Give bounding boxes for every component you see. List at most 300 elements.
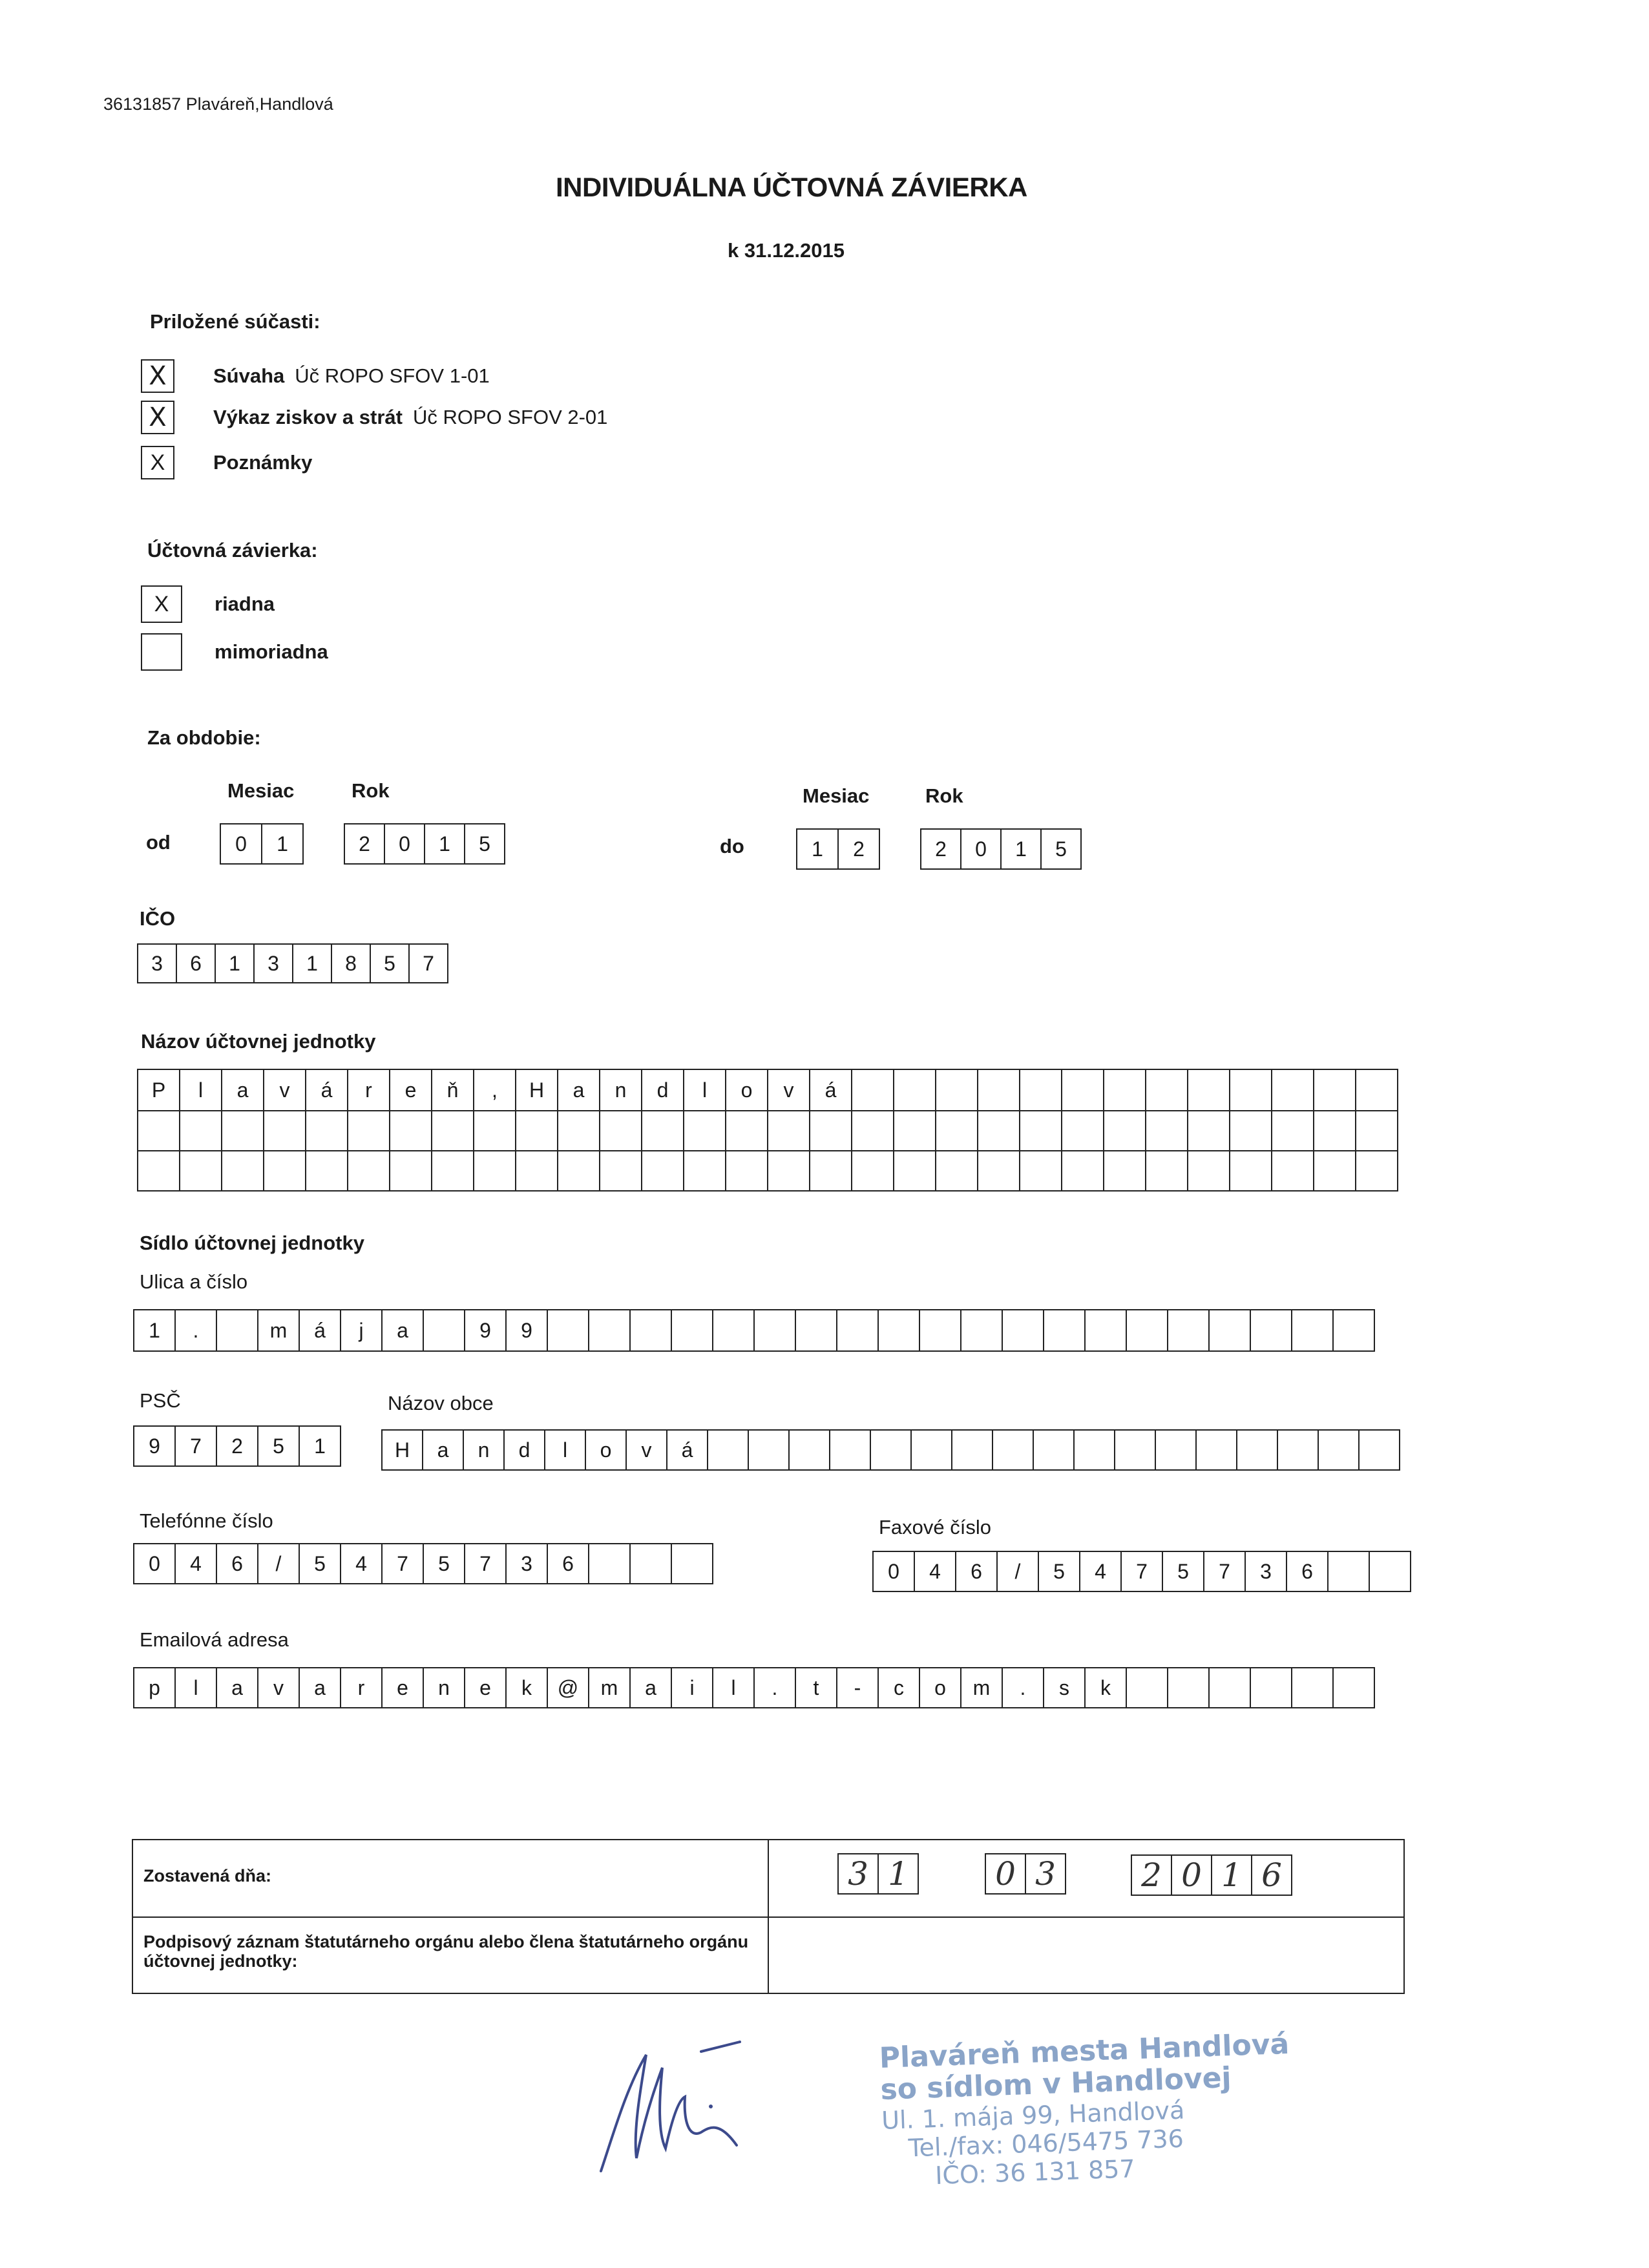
street-char (795, 1309, 837, 1352)
name-char (935, 1110, 978, 1151)
city-char (707, 1429, 749, 1471)
name-char (347, 1110, 390, 1151)
name-char: H (515, 1069, 558, 1111)
fax-char: 0 (872, 1551, 915, 1592)
name-char (473, 1110, 516, 1151)
street-char (671, 1309, 713, 1352)
prepared-year[interactable] (1131, 1854, 1292, 1896)
name-char (1187, 1110, 1230, 1151)
closing-riadna (141, 585, 275, 623)
fax-char: 6 (1286, 1551, 1329, 1592)
closing-option-label: riadna (215, 593, 275, 615)
name-char (851, 1069, 894, 1111)
email-char: v (257, 1667, 300, 1708)
name-char (557, 1150, 600, 1192)
street-char (588, 1309, 631, 1352)
name-char (1271, 1110, 1314, 1151)
email-char: l (174, 1667, 217, 1708)
from-label: od (146, 831, 171, 854)
checkbox-riadna[interactable]: X (141, 585, 182, 623)
name-row (137, 1110, 1398, 1151)
stamp-line: Ul. 1. mája 99, Handlová (881, 2095, 1185, 2135)
email-field[interactable] (133, 1667, 1375, 1708)
phone-char: 7 (381, 1543, 424, 1584)
street-char (960, 1309, 1003, 1352)
prepared-month-digit: 0 (985, 1853, 1026, 1895)
stamp-line: IČO: 36 131 857 (934, 2154, 1136, 2190)
to-year-digit: 0 (960, 828, 1002, 870)
email-char (1208, 1667, 1251, 1708)
fax-char: 5 (1038, 1551, 1080, 1592)
email-char: n (423, 1667, 465, 1708)
street-char (753, 1309, 796, 1352)
fax-char: 4 (914, 1551, 956, 1592)
prepared-day-digit: 1 (877, 1853, 919, 1895)
name-char (641, 1110, 684, 1151)
name-char (725, 1110, 768, 1151)
signature-table (132, 1839, 1405, 1994)
city-char (1358, 1429, 1400, 1471)
phone-char (629, 1543, 672, 1584)
email-char: k (505, 1667, 548, 1708)
name-char (179, 1110, 222, 1151)
period-label: Za obdobie: (147, 726, 261, 749)
ico-char: 3 (253, 943, 293, 983)
from-year-digit: 1 (424, 823, 465, 865)
closing-option-label: mimoriadna (215, 640, 328, 663)
closing-mimoriadna (141, 633, 328, 671)
street-char (877, 1309, 920, 1352)
email-char: s (1043, 1667, 1086, 1708)
email-char (1126, 1667, 1168, 1708)
city-char (1318, 1429, 1360, 1471)
street-char (1084, 1309, 1127, 1352)
prepared-year-digit: 0 (1171, 1854, 1212, 1896)
street-char (1208, 1309, 1251, 1352)
from-year-label: Rok (352, 779, 390, 802)
seat-label: Sídlo účtovnej jednotky (140, 1232, 364, 1254)
city-char (910, 1429, 952, 1471)
name-char (893, 1150, 936, 1192)
name-char (1145, 1110, 1188, 1151)
signature-scribble (582, 2035, 775, 2178)
prepared-year-digit: 2 (1131, 1854, 1172, 1896)
name-char: á (305, 1069, 348, 1111)
to-month-digit: 1 (796, 828, 839, 870)
to-month-label: Mesiac (803, 784, 870, 807)
city-char (1155, 1429, 1197, 1471)
to-year-digit: 1 (1000, 828, 1042, 870)
fax-char: 7 (1120, 1551, 1163, 1592)
city-char (1073, 1429, 1115, 1471)
phone-char (588, 1543, 631, 1584)
signature-label: Podpisový záznam štatutárneho orgánu alebo člena štatutárneho orgánu účtovnej jednotky: (143, 1932, 749, 1971)
name-char (1355, 1110, 1398, 1151)
fax-char: 4 (1079, 1551, 1122, 1592)
name-char: a (557, 1069, 600, 1111)
email-char: @ (547, 1667, 589, 1708)
city-char (870, 1429, 912, 1471)
ico-char: 8 (331, 943, 371, 983)
checkbox-mimoriadna[interactable] (141, 633, 182, 671)
ico-char: 1 (215, 943, 255, 983)
email-char: i (671, 1667, 713, 1708)
name-char: á (809, 1069, 852, 1111)
name-char (1271, 1069, 1314, 1111)
name-char (683, 1110, 726, 1151)
checkbox-vykaz[interactable]: X (141, 401, 174, 434)
attached-label: Priložené súčasti: (150, 310, 320, 333)
psc-char: 1 (299, 1425, 341, 1467)
name-row (137, 1069, 1398, 1111)
name-char (1103, 1069, 1146, 1111)
name-char (1229, 1150, 1272, 1192)
ico-field[interactable] (137, 943, 448, 983)
name-char: d (641, 1069, 684, 1111)
name-char (1313, 1069, 1356, 1111)
fax-char (1327, 1551, 1370, 1592)
street-char (919, 1309, 961, 1352)
street-char: á (299, 1309, 341, 1352)
ico-char: 1 (292, 943, 332, 983)
name-char (893, 1110, 936, 1151)
fax-char: / (996, 1551, 1039, 1592)
checkbox-suvaha[interactable]: X (141, 359, 174, 393)
street-char (1043, 1309, 1086, 1352)
street-char: 9 (464, 1309, 507, 1352)
name-char (1355, 1069, 1398, 1111)
email-char (1291, 1667, 1334, 1708)
street-char (629, 1309, 672, 1352)
name-char: v (263, 1069, 306, 1111)
name-char (389, 1110, 432, 1151)
name-char (1061, 1110, 1104, 1151)
ico-char: 3 (137, 943, 177, 983)
name-char: P (137, 1069, 180, 1111)
phone-char: 4 (340, 1543, 383, 1584)
street-char: . (174, 1309, 217, 1352)
email-char (1167, 1667, 1210, 1708)
name-char (263, 1150, 306, 1192)
name-char (935, 1150, 978, 1192)
email-char: e (381, 1667, 424, 1708)
name-char (1061, 1150, 1104, 1192)
to-year-field[interactable] (920, 828, 1082, 870)
prepared-month-digit: 3 (1025, 1853, 1066, 1895)
to-year-label: Rok (925, 784, 963, 807)
name-char (809, 1150, 852, 1192)
attachment-poznamky (141, 446, 312, 479)
name-char (1187, 1069, 1230, 1111)
name-char (431, 1150, 474, 1192)
name-char (683, 1150, 726, 1192)
to-year-digit: 5 (1040, 828, 1082, 870)
stamp-line: Plaváreň mesta Handlová (879, 2027, 1290, 2075)
email-char: m (960, 1667, 1003, 1708)
email-char: k (1084, 1667, 1127, 1708)
name-char (1229, 1110, 1272, 1151)
from-year-digit: 2 (344, 823, 385, 865)
name-char (431, 1110, 474, 1151)
phone-char: 7 (464, 1543, 507, 1584)
attachment-name: Poznámky (213, 451, 313, 474)
phone-char: 6 (216, 1543, 258, 1584)
prepared-label: Zostavená dňa: (143, 1866, 272, 1885)
name-row (137, 1150, 1398, 1192)
attachment-name: Výkaz ziskov a strát (213, 406, 403, 428)
name-char (1061, 1069, 1104, 1111)
name-char (809, 1110, 852, 1151)
name-char (179, 1150, 222, 1192)
name-char: r (347, 1069, 390, 1111)
city-char: d (503, 1429, 545, 1471)
phone-field[interactable] (133, 1543, 713, 1584)
fax-char (1369, 1551, 1411, 1592)
psc-field[interactable] (133, 1425, 341, 1467)
name-char: l (179, 1069, 222, 1111)
email-char: e (464, 1667, 507, 1708)
name-char (1103, 1110, 1146, 1151)
street-char: 9 (505, 1309, 548, 1352)
name-char (1019, 1150, 1062, 1192)
ico-char: 6 (176, 943, 216, 983)
city-label: Názov obce (388, 1392, 494, 1414)
name-char: n (599, 1069, 642, 1111)
fax-char: 5 (1162, 1551, 1204, 1592)
psc-char: 7 (174, 1425, 217, 1467)
email-label: Emailová adresa (140, 1628, 289, 1651)
phone-char (671, 1543, 713, 1584)
city-char (1195, 1429, 1237, 1471)
organization-stamp (879, 2028, 1294, 2192)
page-title: INDIVIDUÁLNA ÚČTOVNÁ ZÁVIERKA (556, 172, 1027, 202)
from-month-digit: 1 (261, 823, 304, 865)
name-char (221, 1110, 264, 1151)
closing-label: Účtovná závierka: (147, 539, 318, 562)
email-char (1250, 1667, 1292, 1708)
email-char (1332, 1667, 1375, 1708)
name-char (473, 1150, 516, 1192)
name-char (935, 1069, 978, 1111)
from-year-digit: 0 (384, 823, 425, 865)
fax-label: Faxové číslo (879, 1516, 992, 1538)
street-char (423, 1309, 465, 1352)
city-field[interactable] (381, 1429, 1400, 1471)
fax-char: 6 (955, 1551, 998, 1592)
street-char: 1 (133, 1309, 176, 1352)
ico-char: 7 (408, 943, 448, 983)
to-label: do (720, 835, 744, 857)
phone-char: 0 (133, 1543, 176, 1584)
city-char (788, 1429, 830, 1471)
name-char (599, 1110, 642, 1151)
prepared-day-digit: 3 (837, 1853, 879, 1895)
street-char (1002, 1309, 1044, 1352)
name-char (1355, 1150, 1398, 1192)
psc-label: PSČ (140, 1389, 181, 1412)
name-char: , (473, 1069, 516, 1111)
fax-char: 7 (1203, 1551, 1246, 1592)
name-char (137, 1110, 180, 1151)
name-char: a (221, 1069, 264, 1111)
name-char (305, 1150, 348, 1192)
fax-char: 3 (1245, 1551, 1287, 1592)
name-char: v (767, 1069, 810, 1111)
street-char: a (381, 1309, 424, 1352)
ico-label: IČO (140, 907, 176, 930)
psc-char: 2 (216, 1425, 258, 1467)
from-month-digit: 0 (220, 823, 262, 865)
name-char: l (683, 1069, 726, 1111)
city-char (1033, 1429, 1075, 1471)
street-char (547, 1309, 589, 1352)
street-char (216, 1309, 258, 1352)
city-char: o (585, 1429, 627, 1471)
city-char: H (381, 1429, 423, 1471)
email-char: a (216, 1667, 258, 1708)
email-char: l (712, 1667, 755, 1708)
name-char (1229, 1069, 1272, 1111)
name-char (1145, 1069, 1188, 1111)
stamp-line: Tel./fax: 046/5475 736 (908, 2124, 1184, 2163)
street-char (1167, 1309, 1210, 1352)
phone-char: / (257, 1543, 300, 1584)
street-char: j (340, 1309, 383, 1352)
ico-char: 5 (370, 943, 410, 983)
email-char: t (795, 1667, 837, 1708)
attachment-code: Úč ROPO SFOV 1-01 (295, 364, 490, 387)
from-month-field[interactable] (220, 823, 304, 865)
email-char: m (588, 1667, 631, 1708)
email-char: a (629, 1667, 672, 1708)
from-year-digit: 5 (464, 823, 505, 865)
fax-field[interactable] (872, 1551, 1411, 1592)
from-year-field[interactable] (344, 823, 505, 865)
from-month-label: Mesiac (227, 779, 295, 802)
table-divider-h (133, 1916, 1403, 1918)
city-char: á (666, 1429, 708, 1471)
prepared-year-digit: 6 (1251, 1854, 1292, 1896)
city-char: a (422, 1429, 464, 1471)
email-char: . (753, 1667, 796, 1708)
phone-char: 3 (505, 1543, 548, 1584)
email-char: . (1002, 1667, 1044, 1708)
name-char (515, 1110, 558, 1151)
street-char (1332, 1309, 1375, 1352)
street-char: m (257, 1309, 300, 1352)
name-char: e (389, 1069, 432, 1111)
name-char (221, 1150, 264, 1192)
city-char: l (544, 1429, 586, 1471)
email-char: p (133, 1667, 176, 1708)
name-label: Názov účtovnej jednotky (141, 1030, 376, 1053)
name-char (1187, 1150, 1230, 1192)
phone-char: 6 (547, 1543, 589, 1584)
name-char (893, 1069, 936, 1111)
name-char (725, 1150, 768, 1192)
street-char (712, 1309, 755, 1352)
name-char (263, 1110, 306, 1151)
name-char (599, 1150, 642, 1192)
prepared-year-digit: 1 (1211, 1854, 1252, 1896)
street-char (836, 1309, 879, 1352)
email-char: - (836, 1667, 879, 1708)
name-char (305, 1110, 348, 1151)
name-char (389, 1150, 432, 1192)
city-char (1277, 1429, 1319, 1471)
name-char (515, 1150, 558, 1192)
city-char: n (463, 1429, 505, 1471)
phone-char: 4 (174, 1543, 217, 1584)
city-char (951, 1429, 993, 1471)
header-id: 36131857 Plaváreň,Handlová (103, 94, 333, 114)
name-char (977, 1110, 1020, 1151)
name-char (347, 1150, 390, 1192)
name-char (851, 1110, 894, 1151)
email-char: r (340, 1667, 383, 1708)
name-char (1271, 1150, 1314, 1192)
attachment-name: Súvaha (213, 364, 285, 387)
name-char (641, 1150, 684, 1192)
name-char (851, 1150, 894, 1192)
to-year-digit: 2 (920, 828, 961, 870)
psc-char: 5 (257, 1425, 300, 1467)
city-char (829, 1429, 871, 1471)
checkbox-poznamky[interactable]: X (141, 446, 174, 479)
to-month-field[interactable] (796, 828, 880, 870)
street-char (1126, 1309, 1168, 1352)
name-char (1019, 1110, 1062, 1151)
name-char: ň (431, 1069, 474, 1111)
name-char (1145, 1150, 1188, 1192)
name-char (767, 1150, 810, 1192)
name-char (977, 1150, 1020, 1192)
phone-char: 5 (423, 1543, 465, 1584)
prepared-month[interactable] (985, 1853, 1066, 1895)
name-char (137, 1150, 180, 1192)
as-of-date: k 31.12.2015 (728, 239, 845, 262)
name-field[interactable] (137, 1069, 1398, 1192)
street-char (1291, 1309, 1334, 1352)
street-char (1250, 1309, 1292, 1352)
street-label: Ulica a číslo (140, 1270, 248, 1293)
attachment-vykaz (141, 401, 607, 434)
name-char (977, 1069, 1020, 1111)
street-field[interactable] (133, 1309, 1375, 1352)
name-char: o (725, 1069, 768, 1111)
email-char: o (919, 1667, 961, 1708)
phone-char: 5 (299, 1543, 341, 1584)
city-char (1114, 1429, 1156, 1471)
name-char (767, 1110, 810, 1151)
prepared-day[interactable] (837, 1853, 919, 1895)
name-char (1313, 1110, 1356, 1151)
email-char: a (299, 1667, 341, 1708)
name-char (1313, 1150, 1356, 1192)
to-month-digit: 2 (837, 828, 880, 870)
name-char (557, 1110, 600, 1151)
city-char (1236, 1429, 1278, 1471)
stamp-line: so sídlom v Handlovej (879, 2061, 1232, 2106)
name-char (1103, 1150, 1146, 1192)
name-char (1019, 1069, 1062, 1111)
email-char: c (877, 1667, 920, 1708)
city-char (748, 1429, 790, 1471)
attachment-code: Úč ROPO SFOV 2-01 (412, 406, 608, 428)
city-char: v (625, 1429, 667, 1471)
attachment-suvaha (141, 359, 490, 393)
city-char (992, 1429, 1034, 1471)
